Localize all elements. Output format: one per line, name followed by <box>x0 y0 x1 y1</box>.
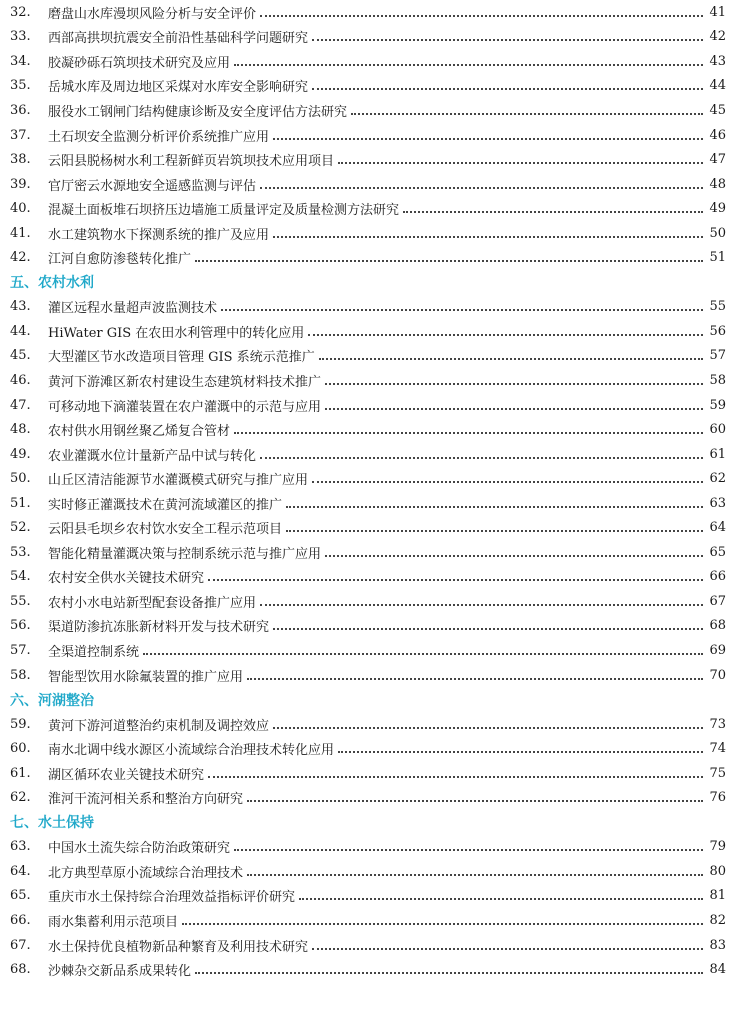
entry-number: 51. <box>10 495 31 511</box>
section-heading: 五、农村水利 <box>10 275 94 292</box>
entry-number: 58. <box>10 667 31 683</box>
entry-title: 淮河干流河相关系和整治方向研究 <box>48 792 244 808</box>
toc-entry[interactable] <box>10 466 726 491</box>
entry-number: 32. <box>10 4 31 20</box>
entry-number: 63. <box>10 839 31 855</box>
entry-title: 全渠道控制系统 <box>48 644 140 660</box>
entry-page-number: 41 <box>709 4 726 20</box>
entry-title: 官厅密云水源地安全遥感监测与评估 <box>48 178 257 194</box>
toc-entry[interactable] <box>10 540 726 565</box>
toc-entry[interactable] <box>10 319 726 344</box>
entry-title: 智能化精量灌溉决策与控制系统示范与推广应用 <box>48 546 322 562</box>
toc-entry[interactable] <box>10 245 726 270</box>
entry-title: 西部高拱坝抗震安全前沿性基础科学问题研究 <box>48 31 309 47</box>
dot-leader <box>338 750 703 753</box>
dot-leader <box>195 971 703 974</box>
entry-page-number: 45 <box>709 102 726 118</box>
entry-page-number: 50 <box>709 225 726 241</box>
dot-leader <box>273 726 703 729</box>
toc-entry[interactable] <box>10 884 726 909</box>
entry-title: 大型灌区节水改造项目管理 GIS 系统示范推广 <box>48 350 315 366</box>
entry-number: 45. <box>10 348 31 364</box>
entry-page-number: 63 <box>709 495 726 511</box>
entry-number: 48. <box>10 422 31 438</box>
entry-page-number: 47 <box>709 152 726 168</box>
toc-entry[interactable] <box>10 761 726 786</box>
entry-page-number: 80 <box>709 863 726 879</box>
entry-number: 64. <box>10 863 31 879</box>
entry-title: 农村安全供水关键技术研究 <box>48 571 205 587</box>
entry-title: 水工建筑物水下探测系统的推广及应用 <box>48 227 270 243</box>
entry-page-number: 75 <box>709 765 726 781</box>
dot-leader <box>286 529 703 532</box>
entry-number: 39. <box>10 176 31 192</box>
table-of-contents <box>10 0 726 982</box>
entry-title: 混凝土面板堆石坝挤压边墙施工质量评定及质量检测方法研究 <box>48 203 400 219</box>
entry-number: 38. <box>10 152 31 168</box>
entry-page-number: 60 <box>709 422 726 438</box>
toc-entry[interactable] <box>10 638 726 663</box>
dot-leader <box>234 63 703 66</box>
entry-page-number: 66 <box>709 569 726 585</box>
dot-leader <box>182 922 703 925</box>
entry-number: 33. <box>10 29 31 45</box>
entry-page-number: 79 <box>709 839 726 855</box>
entry-title: 农村供水用钢丝聚乙烯复合管材 <box>48 424 231 440</box>
entry-page-number: 48 <box>709 176 726 192</box>
entry-title: 农村小水电站新型配套设备推广应用 <box>48 595 257 611</box>
entry-title: 岳城水库及周边地区采煤对水库安全影响研究 <box>48 80 309 96</box>
toc-entry[interactable] <box>10 147 726 172</box>
section-heading: 六、河湖整治 <box>10 692 94 709</box>
entry-page-number: 55 <box>709 299 726 315</box>
entry-page-number: 59 <box>709 397 726 413</box>
toc-entry[interactable] <box>10 835 726 860</box>
entry-title: 中国水土流失综合防治政策研究 <box>48 841 231 857</box>
entry-number: 43. <box>10 299 31 315</box>
entry-number: 40. <box>10 201 31 217</box>
dot-leader <box>325 407 703 410</box>
entry-title: 服役水工钢闸门结构健康诊断及安全度评估方法研究 <box>48 104 348 120</box>
entry-title: 智能型饮用水除氟装置的推广应用 <box>48 669 244 685</box>
toc-entry[interactable] <box>10 221 726 246</box>
entry-page-number: 70 <box>709 667 726 683</box>
dot-leader <box>247 799 703 802</box>
entry-number: 55. <box>10 593 31 609</box>
entry-title: 山丘区清洁能源节水灌溉模式研究与推广应用 <box>48 473 309 489</box>
dot-leader <box>312 87 703 90</box>
dot-leader <box>319 357 704 360</box>
entry-title: 江河自愈防渗毯转化推广 <box>48 252 192 268</box>
entry-page-number: 57 <box>709 348 726 364</box>
toc-entry[interactable] <box>10 442 726 467</box>
entry-title: 实时修正灌溉技术在黄河流域灌区的推广 <box>48 497 283 513</box>
toc-entry[interactable] <box>10 515 726 540</box>
toc-entry[interactable] <box>10 196 726 221</box>
entry-title: 渠道防渗抗冻胀新材料开发与技术研究 <box>48 620 270 636</box>
entry-page-number: 43 <box>709 53 726 69</box>
toc-entry[interactable] <box>10 368 726 393</box>
entry-title: 黄河下游滩区新农村建设生态建筑材料技术推广 <box>48 374 322 390</box>
entry-number: 52. <box>10 520 31 536</box>
entry-number: 47. <box>10 397 31 413</box>
entry-page-number: 51 <box>709 250 726 266</box>
dot-leader <box>260 186 703 189</box>
entry-page-number: 44 <box>709 78 726 94</box>
entry-number: 46. <box>10 372 31 388</box>
entry-number: 35. <box>10 78 31 94</box>
entry-title: 农业灌溉水位计量新产品中试与转化 <box>48 448 257 464</box>
entry-title: 磨盘山水库漫坝风险分析与安全评价 <box>48 6 257 22</box>
dot-leader <box>273 235 703 238</box>
dot-leader <box>195 259 703 262</box>
toc-entry[interactable] <box>10 908 726 933</box>
dot-leader <box>234 431 703 434</box>
dot-leader <box>273 137 703 140</box>
dot-leader <box>221 308 703 311</box>
entry-page-number: 67 <box>709 593 726 609</box>
entry-page-number: 83 <box>709 937 726 953</box>
entry-number: 53. <box>10 544 31 560</box>
entry-number: 41. <box>10 225 31 241</box>
entry-number: 67. <box>10 937 31 953</box>
dot-leader <box>260 603 703 606</box>
dot-leader <box>208 775 703 778</box>
entry-number: 49. <box>10 446 31 462</box>
entry-number: 42. <box>10 250 31 266</box>
entry-title: 云阳县脱杨树水利工程新鲜页岩筑坝技术应用项目 <box>48 154 335 170</box>
entry-page-number: 65 <box>709 544 726 560</box>
dot-leader <box>208 578 703 581</box>
toc-entry[interactable] <box>10 393 726 418</box>
toc-entry[interactable] <box>10 25 726 50</box>
entry-title: 湖区循环农业关键技术研究 <box>48 767 205 783</box>
entry-title: 胶凝砂砾石筑坝技术研究及应用 <box>48 55 231 71</box>
entry-number: 68. <box>10 962 31 978</box>
dot-leader <box>286 505 703 508</box>
entry-title: 黄河下游河道整治约束机制及调控效应 <box>48 718 270 734</box>
entry-title: 云阳县毛坝乡农村饮水安全工程示范项目 <box>48 522 283 538</box>
entry-number: 62. <box>10 790 31 806</box>
entry-title: 南水北调中线水源区小流域综合治理技术转化应用 <box>48 743 335 759</box>
entry-page-number: 56 <box>709 323 726 339</box>
entry-page-number: 76 <box>709 790 726 806</box>
dot-leader <box>351 112 703 115</box>
dot-leader <box>299 897 703 900</box>
entry-page-number: 82 <box>709 913 726 928</box>
dot-leader <box>260 14 703 17</box>
toc-entry[interactable] <box>10 344 726 369</box>
entry-title: 土石坝安全监测分析评价系统推广应用 <box>48 129 270 145</box>
entry-page-number: 84 <box>709 962 726 978</box>
entry-number: 59. <box>10 716 31 732</box>
entry-number: 66. <box>10 913 31 928</box>
toc-entry[interactable] <box>10 933 726 958</box>
dot-leader <box>308 333 703 336</box>
dot-leader <box>312 480 703 483</box>
toc-entry[interactable] <box>10 295 726 320</box>
dot-leader <box>312 947 703 950</box>
toc-entry[interactable] <box>10 123 726 148</box>
toc-entry[interactable] <box>10 172 726 197</box>
entry-title: HiWater GIS 在农田水利管理中的转化应用 <box>48 325 305 341</box>
entry-title: 雨水集蓄利用示范项目 <box>48 915 179 930</box>
toc-entry[interactable] <box>10 663 726 688</box>
dot-leader <box>325 554 703 557</box>
entry-number: 60. <box>10 741 31 757</box>
entry-page-number: 69 <box>709 642 726 658</box>
dot-leader <box>338 161 703 164</box>
entry-page-number: 58 <box>709 372 726 388</box>
entry-number: 56. <box>10 618 31 634</box>
section-heading: 七、水土保持 <box>10 815 94 832</box>
entry-title: 北方典型草原小流域综合治理技术 <box>48 865 244 881</box>
entry-page-number: 73 <box>709 716 726 732</box>
dot-leader <box>234 848 703 851</box>
entry-page-number: 46 <box>709 127 726 143</box>
entry-page-number: 68 <box>709 618 726 634</box>
toc-entry[interactable] <box>10 49 726 74</box>
entry-page-number: 74 <box>709 741 726 757</box>
entry-number: 54. <box>10 569 31 585</box>
entry-title: 水土保持优良植物新品种繁育及利用技术研究 <box>48 939 309 955</box>
entry-page-number: 62 <box>709 471 726 487</box>
toc-entry[interactable] <box>10 786 726 811</box>
toc-entry[interactable] <box>10 417 726 442</box>
entry-page-number: 49 <box>709 201 726 217</box>
dot-leader <box>312 38 703 41</box>
dot-leader <box>273 627 703 630</box>
entry-title: 重庆市水土保持综合治理效益指标评价研究 <box>48 890 296 906</box>
entry-page-number: 64 <box>709 520 726 536</box>
entry-number: 34. <box>10 53 31 69</box>
toc-entry[interactable] <box>10 859 726 884</box>
entry-number: 36. <box>10 102 31 118</box>
entry-number: 65. <box>10 888 31 904</box>
toc-entry[interactable] <box>10 589 726 614</box>
dot-leader <box>260 456 703 459</box>
dot-leader <box>247 873 703 876</box>
entry-number: 44. <box>10 323 31 339</box>
toc-entry[interactable] <box>10 736 726 761</box>
entry-page-number: 81 <box>709 888 726 904</box>
entry-number: 50. <box>10 471 31 487</box>
toc-entry[interactable] <box>10 491 726 516</box>
entry-number: 57. <box>10 642 31 658</box>
entry-title: 沙棘杂交新品系成果转化 <box>48 964 192 980</box>
entry-title: 可移动地下滴灌装置在农户灌溉中的示范与应用 <box>48 399 322 415</box>
toc-entry[interactable] <box>10 74 726 99</box>
entry-page-number: 61 <box>709 446 726 462</box>
entry-number: 61. <box>10 765 31 781</box>
dot-leader <box>325 382 703 385</box>
toc-entry[interactable] <box>10 614 726 639</box>
toc-entry[interactable] <box>10 0 726 25</box>
entry-title: 灌区远程水量超声波监测技术 <box>48 301 218 317</box>
dot-leader <box>403 210 703 213</box>
toc-entry[interactable] <box>10 712 726 737</box>
toc-entry[interactable] <box>10 957 726 982</box>
toc-entry[interactable] <box>10 98 726 123</box>
entry-number: 37. <box>10 127 31 143</box>
entry-page-number: 42 <box>709 29 726 45</box>
toc-entry[interactable] <box>10 565 726 590</box>
dot-leader <box>143 652 703 655</box>
dot-leader <box>247 677 703 680</box>
